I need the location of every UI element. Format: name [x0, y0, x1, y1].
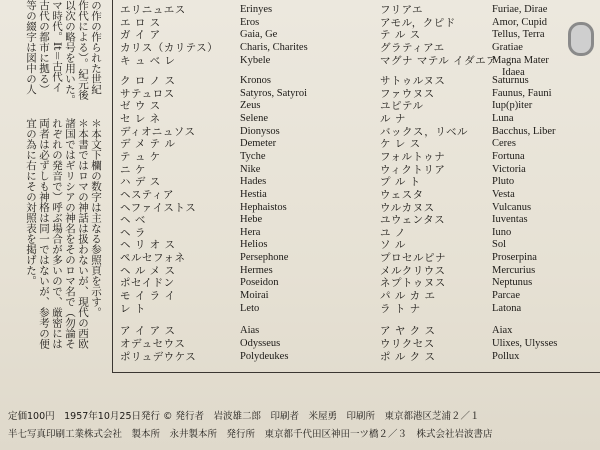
greek-name-katakana: カリス（カリテス） [120, 41, 219, 54]
greek-name-latin: Selene [240, 113, 268, 125]
greek-name-latin: Aias [240, 325, 260, 337]
greek-name-latin: Charis, Charites [240, 41, 308, 53]
latin-name-katakana: マグナ マテル イダエア [380, 54, 498, 67]
latin-name-katakana: プ ル ト [380, 176, 421, 189]
latin-name-text: Magna Mater [492, 54, 549, 66]
greek-name-katakana: サテュロス [120, 87, 175, 100]
intro-line: 以次の略号を用いた。 [64, 0, 76, 105]
latin-name-text: Iuno [492, 226, 512, 238]
latin-name-katakana: ラ ト ナ [380, 302, 421, 315]
latin-name-text: Pollux [492, 350, 520, 362]
latin-name-text: Amor, Cupid [492, 16, 547, 28]
latin-name-katakana: ネプトゥヌス [380, 277, 446, 290]
latin-name-katakana: ファウヌス [380, 87, 435, 100]
greek-name-katakana: ニ ケ [120, 163, 146, 176]
latin-name-katakana: ウィクトリア [380, 163, 446, 176]
latin-name-text: Faunus, Fauni [492, 87, 552, 99]
latin-name-text: Pluto [492, 176, 515, 188]
note-line: ＊本書ではロマの神話は扱わないが、現代の西欧 [77, 118, 89, 349]
greek-name-katakana: ディオニュソス [120, 125, 196, 138]
latin-name-katakana: メルクリウス [380, 264, 446, 277]
latin-name-text: Luna [492, 113, 514, 125]
left-intro-text [2, 0, 102, 112]
greek-name-latin: Zeus [240, 100, 261, 112]
latin-name-katakana: ユピテル [380, 100, 424, 113]
greek-name-katakana: ガ イ ア [120, 29, 161, 42]
latin-name [492, 349, 519, 365]
table-row [120, 53, 600, 78]
intro-line: の作の作られた世紀 [90, 0, 102, 95]
latin-name-katakana: アモル，クピド [380, 16, 456, 29]
greek-name-latin: Kybele [240, 54, 271, 66]
latin-name-katakana: バックス，リベル [380, 125, 468, 138]
greek-name-latin: Hephaistos [240, 201, 287, 213]
latin-name-text: Fortuna [492, 150, 525, 162]
greek-name-latin: Erinyes [240, 4, 273, 15]
note-line: ＊本文下欄の数字は主なる参照頁を示す。 [90, 118, 102, 318]
latin-name-text: Sol [492, 239, 507, 251]
latin-name-katakana: ウリクセス [380, 337, 435, 350]
greek-name-katakana: エ ロ ス [120, 16, 161, 29]
intro-line: 作代による）。紀元後 [77, 0, 89, 100]
greek-name-katakana: ペルセフォネ [120, 252, 186, 265]
horizontal-divider [112, 372, 600, 373]
greek-name-latin: Eros [240, 16, 260, 28]
greek-name-katakana: ポセイドン [120, 277, 175, 290]
latin-name-katakana: ポ ル ク ス [380, 350, 436, 363]
latin-name-text: Mercurius [492, 264, 536, 276]
greek-name-katakana: ク ロ ノ ス [120, 75, 176, 88]
greek-name-latin: Nike [240, 163, 261, 175]
greek-name-latin: Demeter [240, 138, 277, 150]
greek-name-latin: Tyche [240, 150, 266, 162]
latin-name-text: Iup(p)iter [492, 100, 533, 112]
greek-name-katakana: ハ デ ス [120, 176, 161, 189]
greek-name-latin: Dionysos [240, 125, 280, 137]
greek-name-latin: Kronos [240, 75, 271, 87]
latin-name [492, 301, 521, 317]
greek-name-latin: Hebe [240, 214, 263, 226]
latin-name-text: Aiax [492, 325, 513, 337]
greek-name-katakana: ヘ ル メ ス [120, 264, 176, 277]
latin-name-text: Latona [492, 302, 522, 314]
note-line: れぞれの発音で）呼ぶ場合が多いので、厳密には [51, 118, 63, 349]
intro-line: 等の綴字は図中の人 [25, 0, 37, 95]
binder-ring [568, 22, 594, 56]
latin-name-katakana: フリアエ [380, 4, 424, 16]
latin-name-katakana: テ ル ス [380, 29, 421, 42]
greek-name-latin: Satyros, Satyroi [240, 87, 308, 99]
greek-name-katakana: セ レ ネ [120, 113, 161, 126]
latin-name-text: Furiae, Dirae [492, 4, 548, 15]
greek-name-latin: Gaia, Ge [240, 29, 278, 41]
greek-name-katakana: ヘスティア [120, 188, 174, 201]
greek-name-latin: Poseidon [240, 277, 279, 289]
latin-name-text: Saturnus [492, 75, 529, 87]
greek-name-katakana: ア イ ア ス [120, 325, 176, 338]
greek-name-katakana: ヘ ベ [120, 214, 146, 227]
note-line: 宜の為に右にその対照表を掲げた。 [25, 118, 37, 286]
latin-name-text: Bacchus, Liber [492, 125, 556, 137]
latin-name-katakana: グラティアエ [380, 41, 445, 54]
greek-name-latin: Leto [240, 302, 260, 314]
latin-name-text: Gratiae [492, 41, 523, 53]
latin-name-katakana: ユ ノ [380, 226, 406, 239]
latin-name-katakana: ユウェンタス [380, 214, 446, 227]
latin-name-text: Vesta [492, 188, 515, 200]
greek-name-latin: Polydeukes [240, 350, 289, 362]
greek-name-katakana: ヘファイストス [120, 201, 197, 214]
latin-name-katakana: フォルトゥナ [380, 150, 446, 163]
latin-name-katakana: ウェスタ [380, 188, 424, 201]
greek-name-katakana: ゼ ウ ス [120, 100, 161, 113]
latin-name-text: Parcae [492, 289, 520, 301]
greek-name-latin: Hades [240, 176, 267, 188]
intro-line: マ時代。It＝古代イ [51, 0, 63, 93]
latin-name-text: Neptunus [492, 277, 533, 289]
latin-name-katakana: プロセルピナ [380, 252, 446, 265]
latin-name-katakana: ウルカヌス [380, 201, 435, 214]
latin-name-text: Iuventas [492, 214, 528, 226]
colophon-line-1: 定価100円 1957年10月25日発行 © 発行者 岩波雄二郎 印刷者 米屋勇 印刷所 東京都港区芝浦２／１ [8, 411, 480, 422]
intro-line: 古代の都市に拠る） [38, 0, 50, 95]
greek-name-latin: Hestia [240, 188, 267, 200]
left-notes-text [2, 118, 102, 368]
latin-name-katakana: ケ レ ス [380, 138, 421, 151]
greek-name-latin: Hera [240, 226, 261, 238]
table-row [120, 349, 600, 365]
greek-name-katakana: エリニュエス [120, 4, 186, 16]
latin-name-katakana: ア ヤ ク ス [380, 325, 436, 338]
vertical-divider [112, 0, 113, 372]
greek-name-latin: Odysseus [240, 337, 281, 349]
greek-name-katakana: ヘ リ オ ス [120, 239, 176, 252]
note-line: 両者は必ずしも神格は同一ではないが、参考の便 [38, 118, 50, 349]
latin-name-katakana: ソ ル [380, 239, 406, 252]
greek-name-katakana: ヘ ラ [120, 226, 146, 239]
greek-name-latin: Persephone [240, 252, 289, 264]
colophon-line-2: 半七写真印刷工業株式会社 製本所 永井製本所 発行所 東京都千代田区神田一ツ橋２／３ 株式会社岩波書店 [8, 429, 493, 440]
latin-name-katakana: サトゥルヌス [380, 75, 446, 88]
greek-name-katakana: ポリュデウケス [120, 350, 197, 363]
greek-name-katakana: オデュセウス [120, 337, 186, 350]
latin-name-katakana: パ ル カ エ [380, 289, 436, 302]
greek-name-latin: Hermes [240, 264, 273, 276]
note-line: 諸国ではギリシアの神名をそのロマ名で（勿論そ [64, 118, 76, 349]
latin-name-katakana: ル ナ [380, 113, 406, 126]
latin-name-text: Ulixes, Ulysses [492, 337, 558, 349]
latin-name-text: Proserpina [492, 252, 537, 264]
table-row [120, 301, 600, 317]
latin-name-text: Vulcanus [492, 201, 532, 213]
latin-name-text: Tellus, Terra [492, 29, 545, 41]
greek-name-latin: Helios [240, 239, 268, 251]
greek-name-latin: Moirai [240, 289, 269, 301]
latin-name-text: Ceres [492, 138, 516, 150]
latin-name-text: Victoria [492, 163, 526, 175]
greek-name-katakana: キ ュ ベ レ [120, 54, 176, 67]
greek-name-katakana: テ ュ ケ [120, 150, 161, 163]
latin-name [492, 53, 549, 78]
greek-name-katakana: レ ト [120, 302, 146, 315]
latin-name-cont: Idaea [502, 66, 525, 78]
greek-name-katakana: モ イ ラ イ [120, 289, 176, 302]
greek-name-katakana: デ メ テ ル [120, 138, 176, 151]
